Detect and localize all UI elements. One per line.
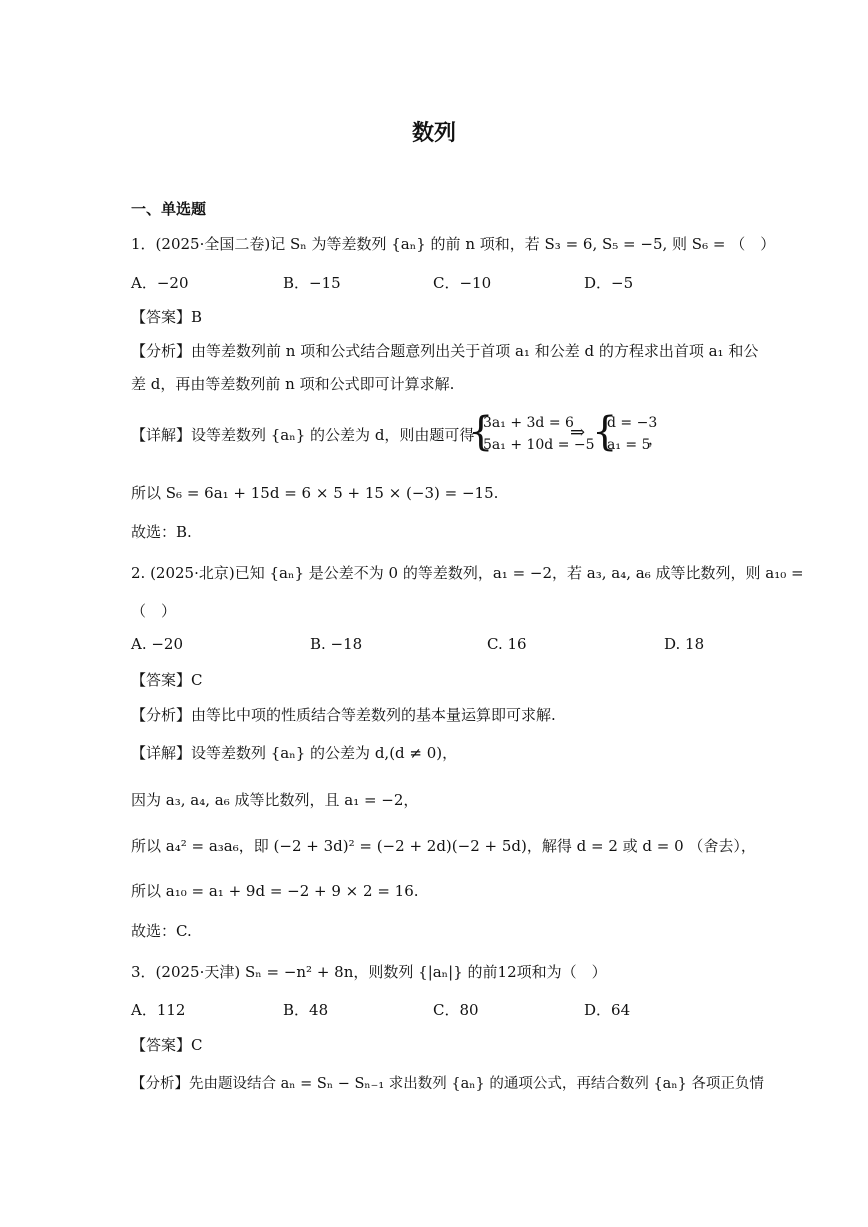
q2-line-1: 因为 a₃, a₄, a₆ 成等比数列，且 a₁ = −2， xyxy=(131,791,419,809)
q1-system-left-eq-2: 5a₁ + 10d = −5 xyxy=(483,437,595,453)
q2-line-2: 所以 a₄² = a₃a₆，即 (−2 + 3d)² = (−2 + 2d)(−2 + 5d)，解得 d = 2 或 d = 0 （舍去）， xyxy=(131,837,756,855)
implies-arrow-icon: ⇒ xyxy=(570,422,586,443)
document-title: 数列 xyxy=(411,120,456,146)
q2-analysis: 【分析】由等比中项的性质结合等差数列的基本量运算即可求解. xyxy=(131,706,556,724)
q1-system-right-eq-2: a₁ = 5 xyxy=(607,437,651,453)
q1-answer: 【答案】B xyxy=(131,308,203,326)
q2-option-d: D. 18 xyxy=(664,635,705,653)
q1-system-right-eq-1: d = −3 xyxy=(607,415,658,431)
right-brace-icon: { xyxy=(592,409,618,455)
q1-option-d: D．−5 xyxy=(584,274,634,292)
q1-stem: 1．(2025·全国二卷)记 Sₙ 为等差数列 {aₙ} 的前 n 项和，若 S₃ = 6, S₅ = −5, 则 S₆ = （ ） xyxy=(131,235,776,253)
q1-option-c: C．−10 xyxy=(433,274,492,292)
q1-system-left-eq-1: 3a₁ + 3d = 6 xyxy=(483,415,574,431)
q1-analysis-line-2: 差 d，再由等差数列前 n 项和公式即可计算求解. xyxy=(131,375,455,393)
q1-option-b: B．−15 xyxy=(283,274,341,292)
q3-stem: 3．(2025·天津) Sₙ = −n² + 8n，则数列 {|aₙ|} 的前12项和为（ ） xyxy=(131,963,607,981)
section-heading: 一、单选题 xyxy=(131,200,207,218)
q2-detail: 【详解】设等差数列 {aₙ} 的公差为 d,(d ≠ 0)， xyxy=(131,744,458,762)
q1-analysis-line-1: 【分析】由等差数列前 n 项和公式结合题意列出关于首项 a₁ 和公差 d 的方程求出首项 a₁ 和公 xyxy=(131,342,759,360)
q3-analysis: 【分析】先由题设结合 aₙ = Sₙ − Sₙ₋₁ 求出数列 {aₙ} 的通项公式，再结合数列 {aₙ} 各项正负情 xyxy=(131,1076,764,1092)
q2-answer: 【答案】C xyxy=(131,671,203,689)
q1-detail-prefix: 【详解】设等差数列 {aₙ} 的公差为 d，则由题可得 xyxy=(131,426,475,444)
left-brace-icon: { xyxy=(468,409,494,455)
q1-option-a: A．−20 xyxy=(131,274,189,292)
q2-line-3: 所以 a₁₀ = a₁ + 9d = −2 + 9 × 2 = 16. xyxy=(131,882,419,900)
q2-option-b: B. −18 xyxy=(310,635,363,653)
q2-stem-cont: （ ） xyxy=(131,602,177,620)
q1-calc: 所以 S₆ = 6a₁ + 15d = 6 × 5 + 15 × (−3) = −15. xyxy=(131,484,499,502)
q2-stem: 2. (2025·北京)已知 {aₙ} 是公差不为 0 的等差数列，a₁ = −2，若 a₃, a₄, a₆ 成等比数列，则 a₁₀ = xyxy=(131,564,804,582)
q2-choice: 故选：C. xyxy=(131,922,192,940)
q3-option-c: C．80 xyxy=(433,1001,479,1019)
q2-option-a: A. −20 xyxy=(131,635,184,653)
q3-option-d: D．64 xyxy=(584,1001,631,1019)
q3-option-b: B．48 xyxy=(283,1001,329,1019)
q1-choice: 故选：B. xyxy=(131,523,192,541)
q3-option-a: A．112 xyxy=(131,1001,186,1019)
q1-system-comma: ， xyxy=(648,430,664,448)
q3-answer: 【答案】C xyxy=(131,1036,203,1054)
q2-option-c: C. 16 xyxy=(487,635,527,653)
